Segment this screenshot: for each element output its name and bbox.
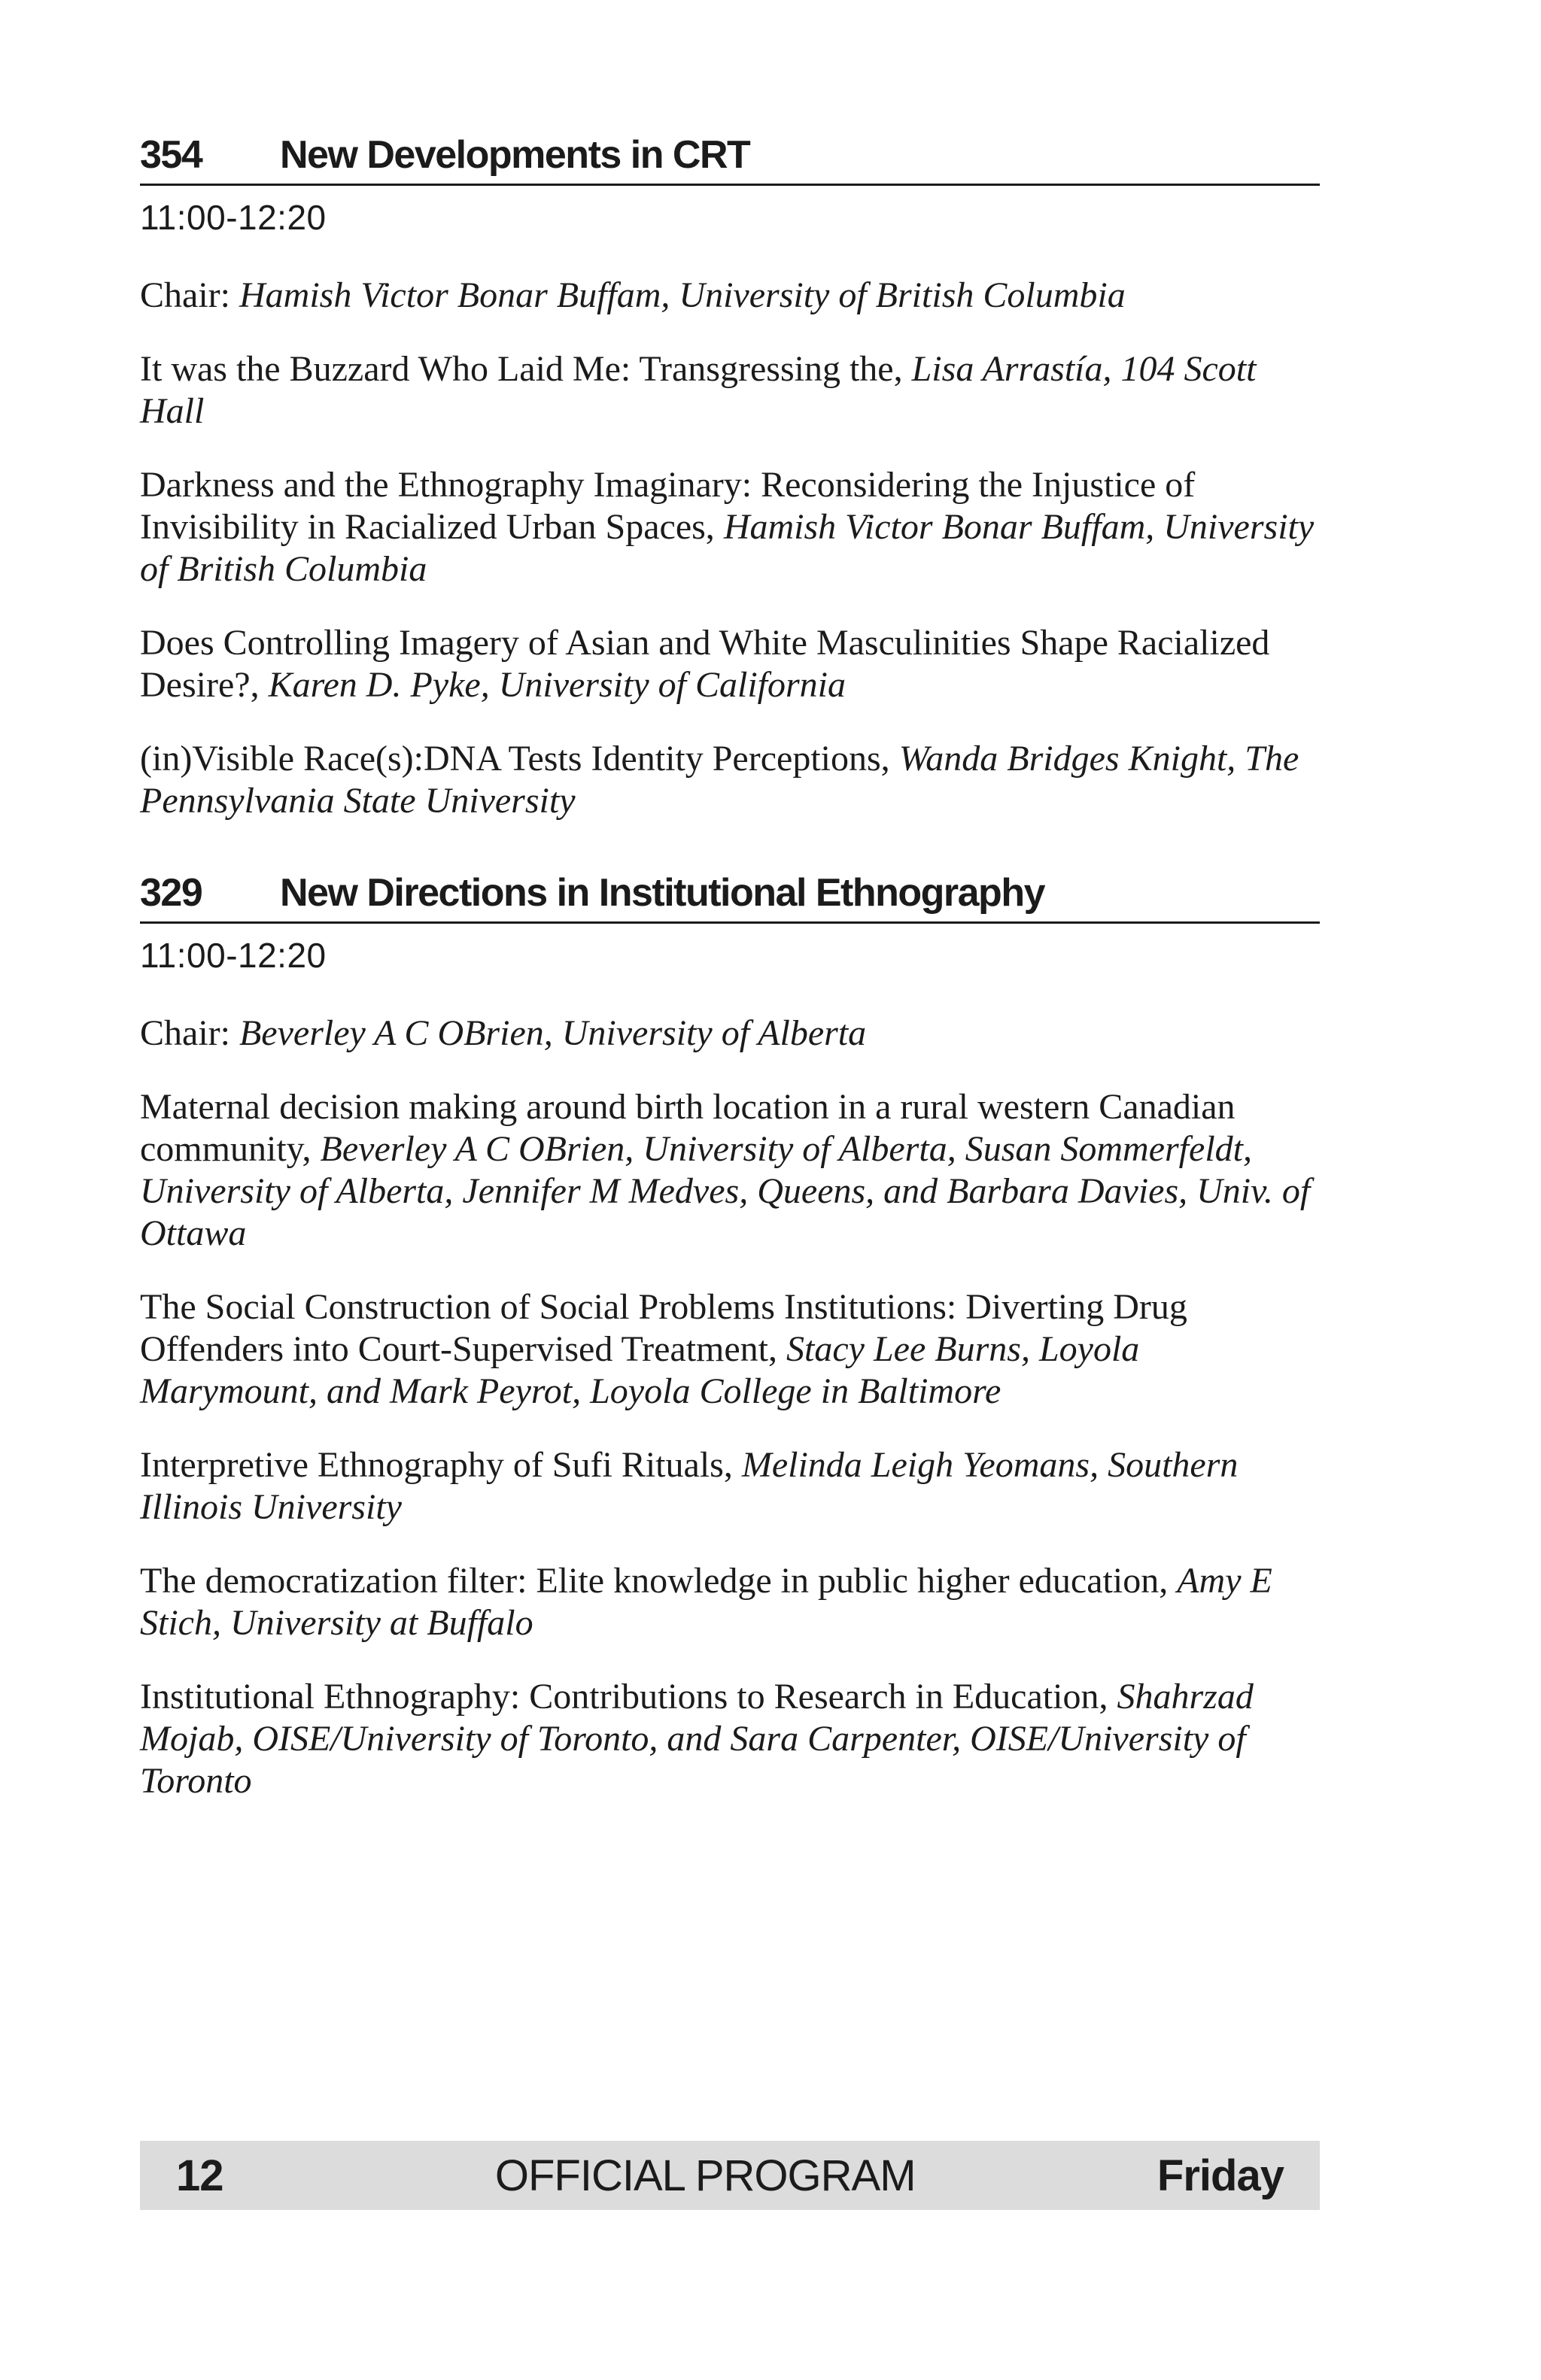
session-header (140, 128, 1320, 186)
session-chair (140, 275, 1320, 317)
chair-label: Chair: (140, 1013, 239, 1053)
paper-title: Darkness and the Ethnography Imaginary: Reconsidering the Injustice of Invisibility in Racialized Urban Spaces, (140, 465, 1196, 547)
paper-title: The Social Construction of Social Problems Institutions: Diverting Drug Offenders into Court-Supervised Treatment, (140, 1287, 1187, 1369)
paper-title: It was the Buzzard Who Laid Me: Transgressing the, (140, 349, 912, 389)
paper-entry (140, 1444, 1320, 1528)
paper-title: Institutional Ethnography: Contributions to Research in Education, (140, 1677, 1117, 1717)
session-time: 11:00-12:20 (140, 936, 327, 975)
paper-authors: Melinda Leigh Yeomans, Southern Illinois University (140, 1445, 1239, 1527)
chair-name: Beverley A C OBrien, University of Alberta (239, 1013, 867, 1053)
paper-authors: Wanda Bridges Knight, The Pennsylvania State University (140, 739, 1299, 821)
page-number: 12 (176, 2151, 223, 2200)
paper-authors: Amy E Stich, University at Buffalo (140, 1561, 1272, 1643)
paper-title: (in)Visible Race(s):DNA Tests Identity Perceptions, (140, 739, 899, 779)
chair-name: Hamish Victor Bonar Buffam, University of British Columbia (239, 275, 1126, 315)
session-title: New Directions in Institutional Ethnography (280, 871, 1044, 915)
session-title: New Developments in CRT (280, 133, 750, 177)
footer-day: Friday (1157, 2151, 1284, 2200)
session-chair (140, 1012, 1320, 1055)
session-354 (140, 128, 1320, 822)
footer-title: OFFICIAL PROGRAM (494, 2151, 916, 2200)
paper-authors: Shahrzad Mojab, OISE/University of Toronto, and Sara Carpenter, OISE/University of Toronto (140, 1677, 1254, 1801)
session-number: 354 (140, 133, 202, 177)
paper-entry (140, 1560, 1320, 1644)
session-time: 11:00-12:20 (140, 198, 327, 237)
session-329 (140, 866, 1320, 1802)
paper-authors: Lisa Arrastía, 104 Scott Hall (140, 349, 1257, 431)
paper-title: Interpretive Ethnography of Sufi Rituals, (140, 1445, 742, 1485)
paper-authors: Hamish Victor Bonar Buffam, University of British Columbia (140, 507, 1315, 589)
program-page (140, 128, 1320, 1802)
session-number: 329 (140, 871, 202, 915)
paper-title: Maternal decision making around birth location in a rural western Canadian community, (140, 1087, 1236, 1169)
paper-entry (140, 738, 1320, 822)
paper-entry (140, 1676, 1320, 1802)
paper-entry (140, 1286, 1320, 1413)
paper-entry (140, 348, 1320, 433)
chair-label: Chair: (140, 275, 239, 315)
paper-authors: Beverley A C OBrien, University of Alberta, Susan Sommerfeldt, University of Alberta, Jennifer M Medves, Queens, and Barbara Davies, Univ. of Ottawa (140, 1129, 1311, 1253)
paper-entry (140, 1086, 1320, 1255)
paper-title: The democratization filter: Elite knowledge in public higher education, (140, 1561, 1178, 1601)
paper-authors: Stacy Lee Burns, Loyola Marymount, and Mark Peyrot, Loyola College in Baltimore (140, 1329, 1140, 1411)
session-header (140, 866, 1320, 924)
paper-entry (140, 622, 1320, 706)
paper-title: Does Controlling Imagery of Asian and White Masculinities Shape Racialized Desire?, (140, 623, 1270, 705)
paper-entry (140, 464, 1320, 590)
page-footer (140, 2141, 1320, 2210)
paper-authors: Karen D. Pyke, University of California (268, 665, 846, 705)
